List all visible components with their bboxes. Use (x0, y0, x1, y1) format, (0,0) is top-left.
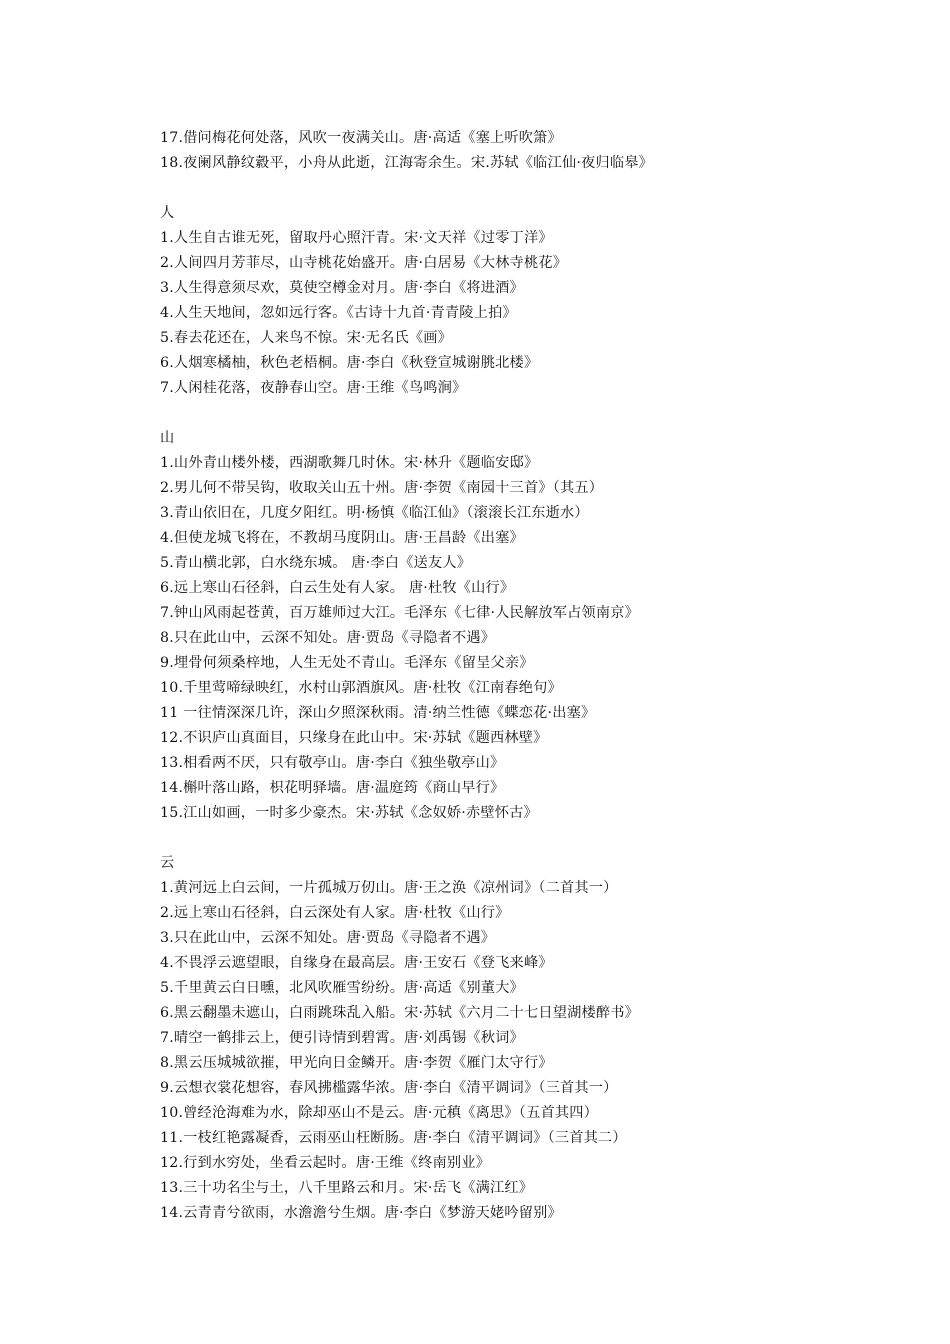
section-gap (160, 826, 920, 851)
poem-line: 14.云青青兮欲雨，水澹澹兮生烟。唐·李白《梦游天姥吟留别》 (160, 1205, 562, 1221)
poem-line: 4.人生天地间，忽如远行客。《古诗十九首·青青陵上拍》 (160, 305, 517, 321)
poem-line: 5.千里黄云白日曛，北风吹雁雪纷纷。唐·高适《别董大》 (160, 980, 524, 996)
poem-line: 8.黑云压城城欲摧，甲光向日金鳞开。唐·李贺《雁门太守行》 (160, 1055, 553, 1071)
poem-line: 7.人闲桂花落，夜静春山空。唐·王维《鸟鸣涧》 (160, 380, 467, 396)
poem-line: 3.青山依旧在，几度夕阳红。明·杨慎《临江仙》（滚滚长江东逝水） (160, 505, 589, 521)
poem-line: 2.远上寒山石径斜，白云深处有人家。唐·杜牧《山行》 (160, 905, 510, 921)
poem-line: 4.不畏浮云遮望眼，自缘身在最高层。唐·王安石《登飞来峰》 (160, 955, 553, 971)
poem-line: 1.黄河远上白云间，一片孤城万仞山。唐·王之涣《凉州词》（二首其一） (160, 880, 618, 896)
poem-line: 11 一往情深深几许，深山夕照深秋雨。清·纳兰性德《蝶恋花·出塞》 (160, 705, 596, 721)
poem-line: 5.青山横北郭，白水绕东城。 唐·李白《送友人》 (160, 555, 472, 571)
poem-line: 5.春去花还在，人来鸟不惊。宋·无名氏《画》 (160, 330, 453, 346)
document-page (160, 126, 920, 1226)
poem-line: 9.云想衣裳花想容，春风拂槛露华浓。唐·李白《清平调词》（三首其一） (160, 1080, 618, 1096)
poem-line: 1.山外青山楼外楼，西湖歌舞几时休。宋·林升《题临安邸》 (160, 455, 539, 471)
poem-line: 6.人烟寒橘柚，秋色老梧桐。唐·李白《秋登宣城谢朓北楼》 (160, 355, 539, 371)
section-ren (160, 201, 920, 401)
poem-line: 7.钟山风雨起苍黄，百万雄师过大江。毛泽东《七律·人民解放军占领南京》 (160, 605, 640, 621)
section-heading: 山 (160, 430, 175, 446)
intro-block (160, 126, 920, 176)
poem-line: 1.人生自古谁无死，留取丹心照汗青。宋·文天祥《过零丁洋》 (160, 230, 553, 246)
poem-line: 9.埋骨何须桑梓地，人生无处不青山。毛泽东《留呈父亲》 (160, 655, 534, 671)
poem-line: 10.千里莺啼绿映红，水村山郭酒旗风。唐·杜牧《江南春绝句》 (160, 680, 562, 696)
poem-line: 10.曾经沧海难为水，除却巫山不是云。唐·元稹《离思》（五首其四） (160, 1105, 599, 1121)
poem-line: 15.江山如画，一时多少豪杰。宋·苏轼《念奴娇·赤壁怀古》 (160, 805, 538, 821)
poem-line: 6.远上寒山石径斜，白云生处有人家。 唐·杜牧《山行》 (160, 580, 515, 596)
poem-line: 14.槲叶落山路，枳花明驿墙。唐·温庭筠《商山早行》 (160, 780, 505, 796)
section-yun (160, 851, 920, 1226)
section-heading: 人 (160, 205, 175, 221)
poem-line: 6.黑云翻墨未遮山，白雨跳珠乱入船。宋·苏轼《六月二十七日望湖楼醉书》 (160, 1005, 640, 1021)
poem-line: 4.但使龙城飞将在，不教胡马度阴山。唐·王昌龄《出塞》 (160, 530, 524, 546)
section-shan (160, 426, 920, 826)
poem-line: 11.一枝红艳露凝香，云雨巫山枉断肠。唐·李白《清平调词》（三首其二） (160, 1130, 627, 1146)
section-gap (160, 401, 920, 426)
poem-line: 13.三十功名尘与土，八千里路云和月。宋·岳飞《满江红》 (160, 1180, 534, 1196)
poem-line: 3.人生得意须尽欢，莫使空樽金对月。唐·李白《将进酒》 (160, 280, 524, 296)
poem-line: 18.夜阑风静纹縠平，小舟从此逝，江海寄余生。宋.苏轼《临江仙·夜归临皋》 (160, 155, 653, 171)
poem-line: 3.只在此山中，云深不知处。唐·贾岛《寻隐者不遇》 (160, 930, 496, 946)
poem-line: 2.人间四月芳菲尽，山寺桃花始盛开。唐·白居易《大林寺桃花》 (160, 255, 568, 271)
section-gap (160, 176, 920, 201)
poem-line: 17.借问梅花何处落，风吹一夜满关山。唐·高适《塞上听吹箫》 (160, 130, 562, 146)
poem-line: 13.相看两不厌，只有敬亭山。唐·李白《独坐敬亭山》 (160, 755, 505, 771)
poem-line: 2.男儿何不带吴钩，收取关山五十州。唐·李贺《南园十三首》（其五） (160, 480, 604, 496)
poem-line: 12.行到水穷处，坐看云起时。唐·王维《终南别业》 (160, 1155, 491, 1171)
section-heading: 云 (160, 855, 175, 871)
poem-line: 8.只在此山中，云深不知处。唐·贾岛《寻隐者不遇》 (160, 630, 496, 646)
poem-line: 7.晴空一鹤排云上，便引诗情到碧霄。唐·刘禹锡《秋词》 (160, 1030, 524, 1046)
poem-line: 12.不识庐山真面目，只缘身在此山中。宋·苏轼《题西林壁》 (160, 730, 548, 746)
